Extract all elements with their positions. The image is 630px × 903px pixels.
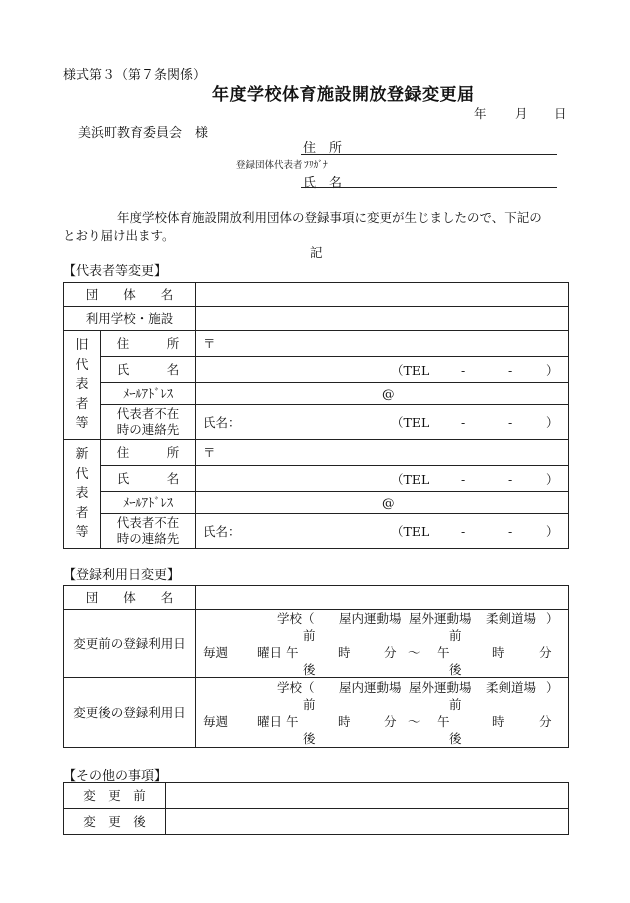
tel-close: ） <box>546 363 559 378</box>
tel-close: ） <box>546 524 559 539</box>
start-am: 前 <box>303 628 316 643</box>
tel-label: （TEL <box>391 472 430 487</box>
range-tilde: ～ <box>408 645 421 660</box>
range-tilde: ～ <box>408 714 421 729</box>
tel-label: （TEL <box>391 415 430 430</box>
furigana-label: ﾌﾘｶﾞﾅ <box>304 160 328 171</box>
other-matters-table <box>63 782 569 835</box>
tel-label: （TEL <box>391 524 430 539</box>
old-emergency-field[interactable] <box>196 405 569 440</box>
before-usage-label: 変更前の登録利用日 <box>64 610 196 678</box>
usage-day-change-table <box>63 585 569 748</box>
venue-outdoor[interactable]: 屋外運動場 <box>409 611 472 626</box>
page-title: 年度学校体育施設開放登録変更届 <box>212 85 475 105</box>
end-minute: 分 <box>539 714 552 729</box>
at-mark: @ <box>382 386 395 401</box>
end-am: 前 <box>449 697 462 712</box>
old-address-field[interactable] <box>196 331 569 357</box>
tel-dash: - <box>508 415 513 430</box>
tel-label: （TEL <box>391 363 430 378</box>
section2-heading: 【登録利用日変更】 <box>63 568 181 583</box>
venue-indoor[interactable]: 屋内運動場 <box>339 611 402 626</box>
start-hour: 時 <box>338 714 351 729</box>
body-text-line1: 年度学校体育施設開放利用団体の登録事項に変更が生じましたので、下記の <box>117 210 542 225</box>
name-label: 氏 名 <box>303 176 343 191</box>
body-text-line2: とおり届け出ます。 <box>63 228 175 243</box>
facility-field[interactable] <box>196 307 569 331</box>
other-after-field[interactable] <box>166 809 569 835</box>
tel-dash: - <box>461 472 466 487</box>
new-name-label: 氏 名 <box>101 466 196 492</box>
tel-dash: - <box>461 363 466 378</box>
group-name-field[interactable] <box>196 283 569 307</box>
section3-heading: 【その他の事項】 <box>63 769 168 784</box>
tel-dash: - <box>508 472 513 487</box>
s2-group-name-field[interactable] <box>196 586 569 610</box>
contact-name-label: 氏名： <box>203 524 241 539</box>
other-before-field[interactable] <box>166 783 569 809</box>
contact-name-label: 氏名： <box>203 415 241 430</box>
start-minute: 分 <box>384 714 397 729</box>
weekly-label: 毎週 <box>203 714 229 729</box>
old-name-field[interactable] <box>196 357 569 383</box>
new-address-field[interactable] <box>196 440 569 466</box>
form-number: 様式第３（第７条関係） <box>63 68 207 83</box>
group-name-label: 団 体 名 <box>64 283 196 307</box>
weekday-label: 曜日 <box>257 645 283 660</box>
end-minute: 分 <box>539 645 552 660</box>
end-am: 前 <box>449 628 462 643</box>
tel-dash: - <box>508 363 513 378</box>
end-pm: 後 <box>449 731 462 746</box>
venue-dojo[interactable]: 柔剣道場 <box>486 611 537 626</box>
new-name-field[interactable] <box>196 466 569 492</box>
new-rep-label: 新 代 表 者 等 <box>64 440 101 549</box>
venue-dojo[interactable]: 柔剣道場 <box>486 680 537 695</box>
after-usage-label: 変更後の登録利用日 <box>64 678 196 748</box>
start-noon: 午 <box>286 714 299 729</box>
start-minute: 分 <box>384 645 397 660</box>
new-emergency-label: 代表者不在 時の連絡先 <box>101 514 196 549</box>
start-hour: 時 <box>338 645 351 660</box>
at-mark: @ <box>382 495 395 510</box>
date-month-label: 月 <box>515 106 528 121</box>
new-address-label: 住 所 <box>101 440 196 466</box>
venue-close: ） <box>546 611 559 626</box>
other-after-label: 変 更 後 <box>64 809 166 835</box>
other-before-label: 変 更 前 <box>64 783 166 809</box>
old-name-label: 氏 名 <box>101 357 196 383</box>
venue-indoor[interactable]: 屋内運動場 <box>339 680 402 695</box>
tel-close: ） <box>546 472 559 487</box>
tel-dash: - <box>461 524 466 539</box>
before-usage-field[interactable] <box>196 610 569 678</box>
tel-dash: - <box>508 524 513 539</box>
recipient: 美浜町教育委員会 様 <box>78 126 209 141</box>
new-emergency-field[interactable] <box>196 514 569 549</box>
postal-mark: 〒 <box>203 336 216 351</box>
name-underline[interactable] <box>301 187 557 188</box>
venue-outdoor[interactable]: 屋外運動場 <box>409 680 472 695</box>
facility-label: 利用学校・施設 <box>64 307 196 331</box>
s2-group-name-label: 団 体 名 <box>64 586 196 610</box>
end-noon: 午 <box>437 714 450 729</box>
end-hour: 時 <box>492 645 505 660</box>
date-year-label: 年 <box>474 106 487 121</box>
address-label: 住 所 <box>303 141 343 156</box>
section1-heading: 【代表者等変更】 <box>63 264 168 279</box>
weekly-label: 毎週 <box>203 645 229 660</box>
old-rep-label: 旧 代 表 者 等 <box>64 331 101 440</box>
end-noon: 午 <box>437 645 450 660</box>
end-hour: 時 <box>492 714 505 729</box>
postal-mark: 〒 <box>203 445 216 460</box>
venue-close: ） <box>546 680 559 695</box>
tel-dash: - <box>461 415 466 430</box>
new-email-field[interactable] <box>196 492 569 514</box>
old-email-label: ﾒｰﾙｱﾄﾞﾚｽ <box>101 383 196 405</box>
end-pm: 後 <box>449 662 462 677</box>
old-emergency-label: 代表者不在 時の連絡先 <box>101 405 196 440</box>
old-email-field[interactable] <box>196 383 569 405</box>
school-label: 学校（ <box>277 680 315 695</box>
start-pm: 後 <box>303 662 316 677</box>
group-rep-label: 登録団体代表者 <box>236 160 303 171</box>
weekday-label: 曜日 <box>257 714 283 729</box>
address-underline[interactable] <box>301 154 557 155</box>
start-pm: 後 <box>303 731 316 746</box>
ki-label: 記 <box>310 245 323 260</box>
after-usage-field[interactable] <box>196 678 569 748</box>
date-day-label: 日 <box>554 106 567 121</box>
representative-change-table <box>63 282 569 549</box>
start-noon: 午 <box>286 645 299 660</box>
tel-close: ） <box>546 415 559 430</box>
start-am: 前 <box>303 697 316 712</box>
new-email-label: ﾒｰﾙｱﾄﾞﾚｽ <box>101 492 196 514</box>
school-label: 学校（ <box>277 611 315 626</box>
old-address-label: 住 所 <box>101 331 196 357</box>
